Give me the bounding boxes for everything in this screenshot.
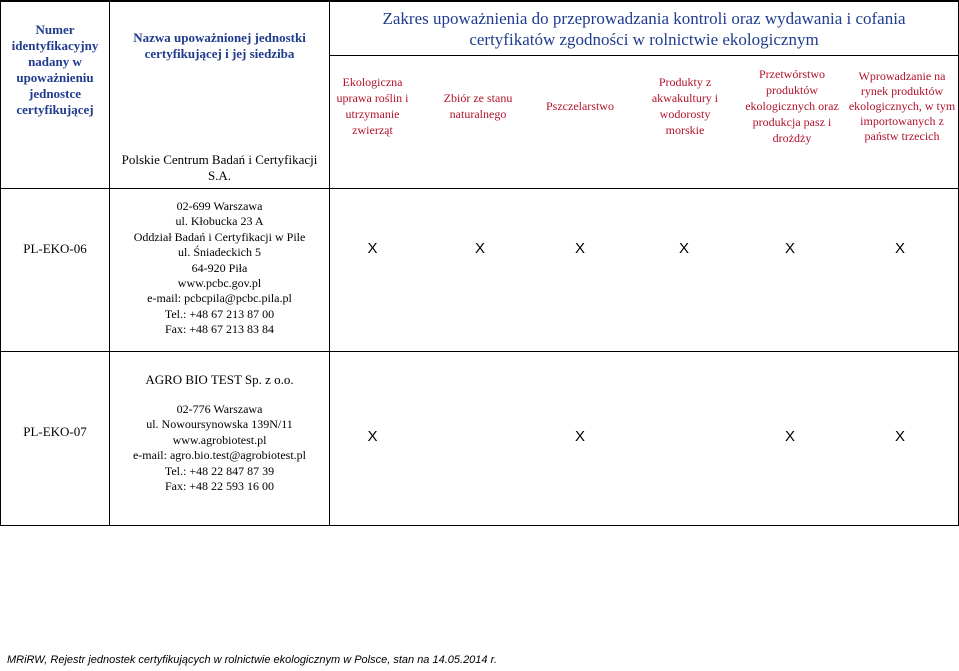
row1-mark-1-text: X — [367, 239, 378, 257]
row2-address-line: Fax: +48 22 593 16 00 — [164, 479, 275, 494]
row1-mark-5 — [740, 230, 840, 266]
header-scope-col-4 — [630, 56, 740, 156]
row1-address-line: ul. Śniadeckich 5 — [178, 245, 261, 260]
row1-mark-3 — [530, 230, 630, 266]
row2-mark-5-text: X — [784, 427, 795, 445]
row2-mark-6 — [850, 418, 950, 454]
row1-mark-5-text: X — [784, 239, 795, 257]
row2-address-line: 02-776 Warszawa — [176, 402, 263, 416]
row2-mark-3-text: X — [574, 427, 585, 445]
header-name-label: Nazwa upoważnionej jednostki certyfikującej i jej siedziba — [133, 30, 306, 61]
header-scope-col-3 — [530, 56, 630, 156]
row2-mark-1-text: X — [367, 427, 378, 445]
scope-title-text: Zakres upoważnienia do przeprowadzania kontroli oraz wydawania i cofania certyfikatów zgodności w rolnictwie ekologicznym — [382, 8, 906, 49]
row2-address — [110, 402, 329, 494]
row2-address-line: ul. Nowoursynowska 139N/11 — [146, 417, 293, 432]
row2-address-line: Tel.: +48 22 847 87 39 — [164, 463, 275, 478]
row1-mark-1 — [330, 230, 415, 266]
row2-mark-1 — [330, 418, 415, 454]
row1-mark-3-text: X — [574, 239, 585, 257]
scope-col-6-label: Wprowadzanie na rynek produktów ekologicznych, w tym importowanych z państw trzecich — [848, 68, 956, 143]
header-scope-col-1 — [330, 56, 415, 156]
row1-address-line: Oddział Badań i Certyfikacji w Pile — [133, 229, 306, 244]
row2-mark-6-text: X — [894, 427, 905, 445]
row1-mark-2-text: X — [474, 239, 485, 257]
row1-id-text: PL-EKO-06 — [23, 241, 87, 256]
header-name-column — [110, 30, 329, 120]
row1-address-line: 64-920 Piła — [191, 260, 248, 275]
row-divider-1 — [0, 351, 959, 352]
header-scope-col-6 — [846, 56, 958, 156]
header-id-label: Numer identyfikacyjny nadany w upoważnieniu jednostce certyfikującej — [11, 22, 99, 117]
row2-mark-2 — [430, 418, 530, 454]
row-divider-header — [0, 188, 959, 189]
scope-col-4-label: Produkty z akwakultury i wodorosty morskie — [651, 75, 719, 137]
row1-mark-4 — [634, 230, 734, 266]
row1-mark-2 — [430, 230, 530, 266]
row2-mark-5 — [740, 418, 840, 454]
row2-id — [1, 412, 109, 452]
row1-address — [110, 199, 329, 338]
row1-address-line: www.pcbc.gov.pl — [177, 276, 262, 291]
scope-col-3-label: Pszczelarstwo — [546, 99, 614, 113]
header-scope-col-5 — [738, 56, 846, 156]
row1-mark-6 — [850, 230, 950, 266]
row2-mark-3 — [530, 418, 630, 454]
header-scope-title — [330, 2, 958, 55]
row1-entity-name-text: Polskie Centrum Badań i Certyfikacji S.A. — [121, 152, 318, 183]
header-scope-col-2 — [418, 56, 538, 156]
row1-address-line: Tel.: +48 67 213 87 00 — [164, 306, 275, 321]
row1-entity-name — [110, 150, 329, 186]
scope-col-5-label: Przetwórstwo produktów ekologicznych oraz produkcja pasz i drożdży — [745, 67, 839, 145]
row1-address-line: ul. Kłobucka 23 A — [175, 214, 264, 229]
row1-id — [1, 189, 109, 309]
row1-mark-6-text: X — [894, 239, 905, 257]
scope-col-1-label: Ekologiczna uprawa roślin i utrzymanie zwierząt — [336, 75, 409, 137]
row2-id-text: PL-EKO-07 — [23, 424, 87, 439]
row1-address-line: Fax: +48 67 213 83 84 — [164, 322, 275, 337]
row1-mark-4-text: X — [678, 239, 689, 257]
footer-source-note: MRiRW, Rejestr jednostek certyfikujących w rolnictwie ekologicznym w Polsce, stan na 14.05.2014 r. — [7, 654, 497, 666]
header-id-column — [1, 2, 109, 188]
row2-entity-name — [110, 370, 329, 390]
row2-address-line: www.agrobiotest.pl — [172, 432, 267, 447]
row2-address-line: e-mail: agro.bio.test@agrobiotest.pl — [132, 448, 306, 463]
row2-entity-name-text: AGRO BIO TEST Sp. z o.o. — [145, 372, 294, 387]
scope-col-2-label: Zbiór ze stanu naturalnego — [443, 91, 513, 121]
row1-address-line: 02-699 Warszawa — [176, 199, 263, 213]
table-border-bottom — [0, 525, 959, 526]
row2-mark-4 — [634, 418, 734, 454]
row1-address-line: e-mail: pcbcpila@pcbc.pila.pl — [147, 291, 292, 306]
